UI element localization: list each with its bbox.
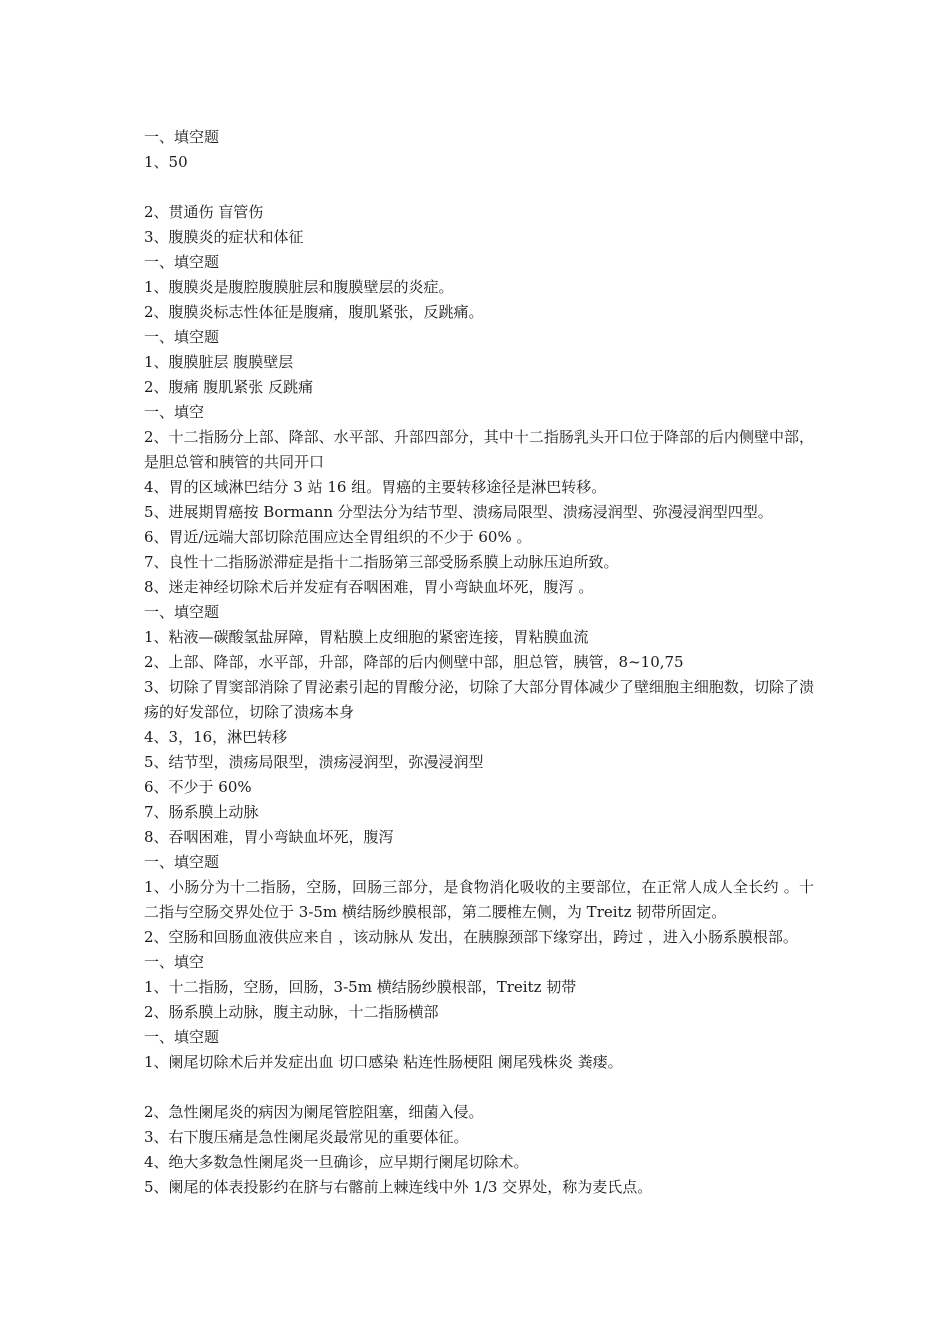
answer-line: 5、结节型，溃疡局限型，溃疡浸润型，弥漫浸润型 [144,753,484,771]
answer-line: 4、3，16，淋巴转移 [144,728,288,746]
question-line: 7、良性十二指肠淤滞症是指十二指肠第三部受肠系膜上动脉压迫所致。 [144,553,619,571]
section-heading: 一、填空 [144,953,205,971]
answer-line: 6、不少于 60% [144,778,252,796]
section-heading: 一、填空题 [144,603,220,621]
answer-line: 8、吞咽困难，胃小弯缺血坏死，腹泻 [144,828,394,846]
question-line: 3、右下腹压痛是急性阑尾炎最常见的重要体征。 [144,1128,469,1146]
answer-line: 1、腹膜脏层 腹膜壁层 [144,353,294,371]
answer-line: 1、十二指肠，空肠，回肠，3-5m 横结肠纱膜根部，Treitz 韧带 [144,978,577,996]
blank-line [144,175,814,200]
section-heading: 一、填空题 [144,328,220,346]
question-line: 2、空肠和回肠血液供应来自 ，该动脉从 发出，在胰腺颈部下缘穿出，跨过 ，进入小肠系膜根部。 [144,928,798,946]
answer-line: 3、腹膜炎的症状和体征 [144,228,304,246]
section-heading: 一、填空 [144,403,205,421]
question-line: 5、进展期胃癌按 Bormann 分型法分为结节型、溃疡局限型、溃疡浸润型、弥漫浸润型四型。 [144,503,773,521]
question-line: 2、急性阑尾炎的病因为阑尾管腔阻塞，细菌入侵。 [144,1103,484,1121]
question-line: 5、阑尾的体表投影约在脐与右髂前上棘连线中外 1/3 交界处，称为麦氏点。 [144,1178,653,1196]
section-heading: 一、填空题 [144,128,220,146]
question-line: 4、胃的区域淋巴结分 3 站 16 组。胃癌的主要转移途径是淋巴转移。 [144,478,607,496]
answer-line: 7、肠系膜上动脉 [144,803,259,821]
answer-line: 2、上部、降部，水平部，升部，降部的后内侧壁中部，胆总管，胰管，8~10,75 [144,653,684,671]
question-line: 8、迷走神经切除术后并发症有吞咽困难，胃小弯缺血坏死，腹泻 。 [144,578,594,596]
question-line: 2、腹膜炎标志性体征是腹痛，腹肌紧张，反跳痛。 [144,303,484,321]
answer-line: 1、粘液—碳酸氢盐屏障，胃粘膜上皮细胞的紧密连接，胃粘膜血流 [144,628,589,646]
question-line: 1、阑尾切除术后并发症出血 切口感染 粘连性肠梗阻 阑尾残株炎 粪瘘。 [144,1053,623,1071]
question-line: 2、十二指肠分上部、降部、水平部、升部四部分，其中十二指肠乳头开口位于降部的后内侧壁中部，是胆总管和胰管的共同开口 [144,428,814,471]
question-line: 6、胃近/远端大部切除范围应达全胃组织的不少于 60% 。 [144,528,532,546]
blank-line [144,1075,814,1100]
answer-line: 1、50 [144,153,188,171]
answer-line: 2、贯通伤 盲管伤 [144,203,264,221]
section-heading: 一、填空题 [144,253,220,271]
question-line: 1、腹膜炎是腹腔腹膜脏层和腹膜壁层的炎症。 [144,278,454,296]
answer-line: 2、肠系膜上动脉，腹主动脉，十二指肠横部 [144,1003,439,1021]
question-line: 1、小肠分为十二指肠，空肠，回肠三部分，是食物消化吸收的主要部位，在正常人成人全长约 。十二指与空肠交界处位于 3-5m 横结肠纱膜根部，第二腰椎左侧，为 Treitz 韧带所固定。 [144,878,814,921]
section-heading: 一、填空题 [144,853,220,871]
document-body [144,125,814,1200]
question-line: 4、绝大多数急性阑尾炎一旦确诊，应早期行阑尾切除术。 [144,1153,529,1171]
answer-line: 3、切除了胃窦部消除了胃泌素引起的胃酸分泌，切除了大部分胃体减少了壁细胞主细胞数，切除了溃疡的好发部位，切除了溃疡本身 [144,678,814,721]
answer-line: 2、腹痛 腹肌紧张 反跳痛 [144,378,314,396]
section-heading: 一、填空题 [144,1028,220,1046]
